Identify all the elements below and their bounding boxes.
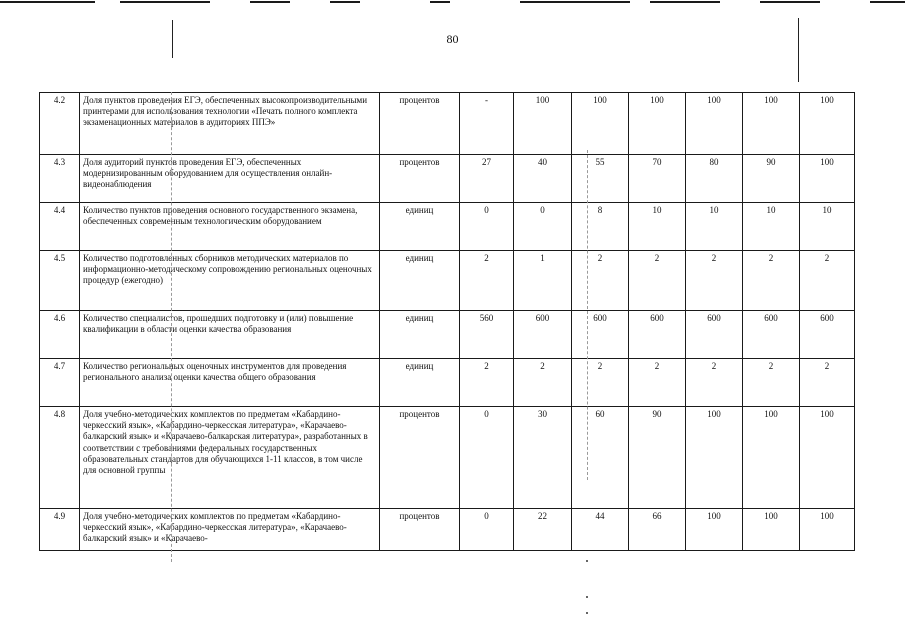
indicators-table: [39, 92, 855, 551]
indicator-value: 2: [460, 359, 514, 407]
table-row: [40, 251, 855, 311]
indicator-unit: процентов: [380, 407, 460, 509]
indicator-unit: процентов: [380, 93, 460, 155]
indicator-value: 90: [743, 155, 800, 203]
indicator-value: 100: [743, 407, 800, 509]
indicator-unit: единиц: [380, 251, 460, 311]
indicator-value: 1: [514, 251, 572, 311]
indicator-value: 2: [800, 251, 855, 311]
page-number: 80: [446, 32, 459, 46]
indicator-value: 8: [572, 203, 629, 251]
scan-speck: [586, 612, 588, 614]
indicator-unit: процентов: [380, 155, 460, 203]
table-row: [40, 407, 855, 509]
indicator-value: 2: [800, 359, 855, 407]
indicator-value: 10: [800, 203, 855, 251]
indicator-value: 55: [572, 155, 629, 203]
row-number: 4.2: [40, 93, 80, 155]
scan-guide-line-2: [587, 150, 588, 480]
scan-speck: [586, 596, 588, 598]
indicator-value: 600: [686, 311, 743, 359]
indicator-value: 80: [686, 155, 743, 203]
table-body: [40, 93, 855, 551]
row-number: 4.3: [40, 155, 80, 203]
table-row: [40, 509, 855, 551]
indicator-value: 100: [743, 93, 800, 155]
indicator-value: 10: [743, 203, 800, 251]
indicator-unit: единиц: [380, 311, 460, 359]
table-row: [40, 93, 855, 155]
indicator-value: 2: [686, 251, 743, 311]
indicator-value: 60: [572, 407, 629, 509]
indicator-value: 70: [629, 155, 686, 203]
indicator-value: 22: [514, 509, 572, 551]
indicator-value: 600: [743, 311, 800, 359]
scan-mark-right: [798, 18, 799, 82]
indicator-value: 66: [629, 509, 686, 551]
indicator-unit: единиц: [380, 203, 460, 251]
indicator-value: 600: [514, 311, 572, 359]
row-number: 4.6: [40, 311, 80, 359]
table-row: [40, 155, 855, 203]
indicator-value: 40: [514, 155, 572, 203]
indicator-value: 2: [629, 359, 686, 407]
indicator-value: -: [460, 93, 514, 155]
indicator-value: 2: [572, 359, 629, 407]
indicator-value: 100: [686, 407, 743, 509]
table-row: [40, 203, 855, 251]
indicator-name: Количество специалистов, прошедших подготовку и (или) повышение квалификации в области оценки качества образования: [80, 311, 380, 359]
indicator-name: Количество подготовленных сборников методических материалов по информационно-методическому сопровождению региональных оценочных процедур (ежегодно): [80, 251, 380, 311]
indicator-value: 100: [514, 93, 572, 155]
indicator-value: 100: [572, 93, 629, 155]
indicator-value: 600: [800, 311, 855, 359]
indicator-name: Доля пунктов проведения ЕГЭ, обеспеченных высокопроизводительными принтерами для использования технологии «Печать полного комплекта экзаменационных материалов в аудиториях ППЭ»: [80, 93, 380, 155]
indicator-unit: единиц: [380, 359, 460, 407]
row-number: 4.8: [40, 407, 80, 509]
indicator-value: 100: [800, 509, 855, 551]
indicator-value: 0: [514, 203, 572, 251]
indicator-value: 600: [629, 311, 686, 359]
scan-guide-line: [171, 92, 172, 562]
row-number: 4.9: [40, 509, 80, 551]
indicator-value: 0: [460, 203, 514, 251]
indicator-value: 10: [686, 203, 743, 251]
indicator-value: 100: [800, 407, 855, 509]
indicator-value: 2: [460, 251, 514, 311]
indicator-value: 0: [460, 509, 514, 551]
indicator-value: 100: [686, 93, 743, 155]
indicator-value: 600: [572, 311, 629, 359]
indicator-value: 90: [629, 407, 686, 509]
indicator-value: 2: [629, 251, 686, 311]
row-number: 4.7: [40, 359, 80, 407]
indicator-value: 100: [800, 93, 855, 155]
indicator-name: Количество региональных оценочных инструментов для проведения регионального анализа оценки качества общего образования: [80, 359, 380, 407]
table-row: [40, 359, 855, 407]
indicator-unit: процентов: [380, 509, 460, 551]
indicator-value: 100: [743, 509, 800, 551]
indicator-name: Количество пунктов проведения основного государственного экзамена, обеспеченных современным технологическим оборудованием: [80, 203, 380, 251]
scan-speck: [586, 560, 588, 562]
indicator-value: 27: [460, 155, 514, 203]
row-number: 4.4: [40, 203, 80, 251]
indicator-value: 100: [800, 155, 855, 203]
indicator-value: 560: [460, 311, 514, 359]
indicator-value: 44: [572, 509, 629, 551]
indicator-value: 100: [629, 93, 686, 155]
indicator-value: 30: [514, 407, 572, 509]
indicator-value: 2: [686, 359, 743, 407]
indicator-name: Доля учебно-методических комплектов по предметам «Кабардино-черкесский язык», «Кабардино-черкесская литература», «Карачаево-балкарский язык» и «Карачаево-балкарская литература», разработанных в соответствии с требованиями федеральных государственных образовательных стандартов для обучающихся 1-11 классов, в том числе для основной группы: [80, 407, 380, 509]
scan-top-border: [0, 0, 905, 4]
indicator-name: Доля аудиторий пунктов проведения ЕГЭ, обеспеченных модернизированным оборудованием для осуществления онлайн- видеонаблюдения: [80, 155, 380, 203]
indicator-value: 2: [572, 251, 629, 311]
table-row: [40, 311, 855, 359]
indicator-value: 100: [686, 509, 743, 551]
indicator-value: 0: [460, 407, 514, 509]
indicator-value: 10: [629, 203, 686, 251]
indicator-value: 2: [743, 359, 800, 407]
row-number: 4.5: [40, 251, 80, 311]
indicator-name: Доля учебно-методических комплектов по предметам «Кабардино-черкесский язык», «Кабардино-черкесская литература», «Карачаево-балкарский язык» и «Карачаево-: [80, 509, 380, 551]
indicator-value: 2: [743, 251, 800, 311]
indicator-value: 2: [514, 359, 572, 407]
